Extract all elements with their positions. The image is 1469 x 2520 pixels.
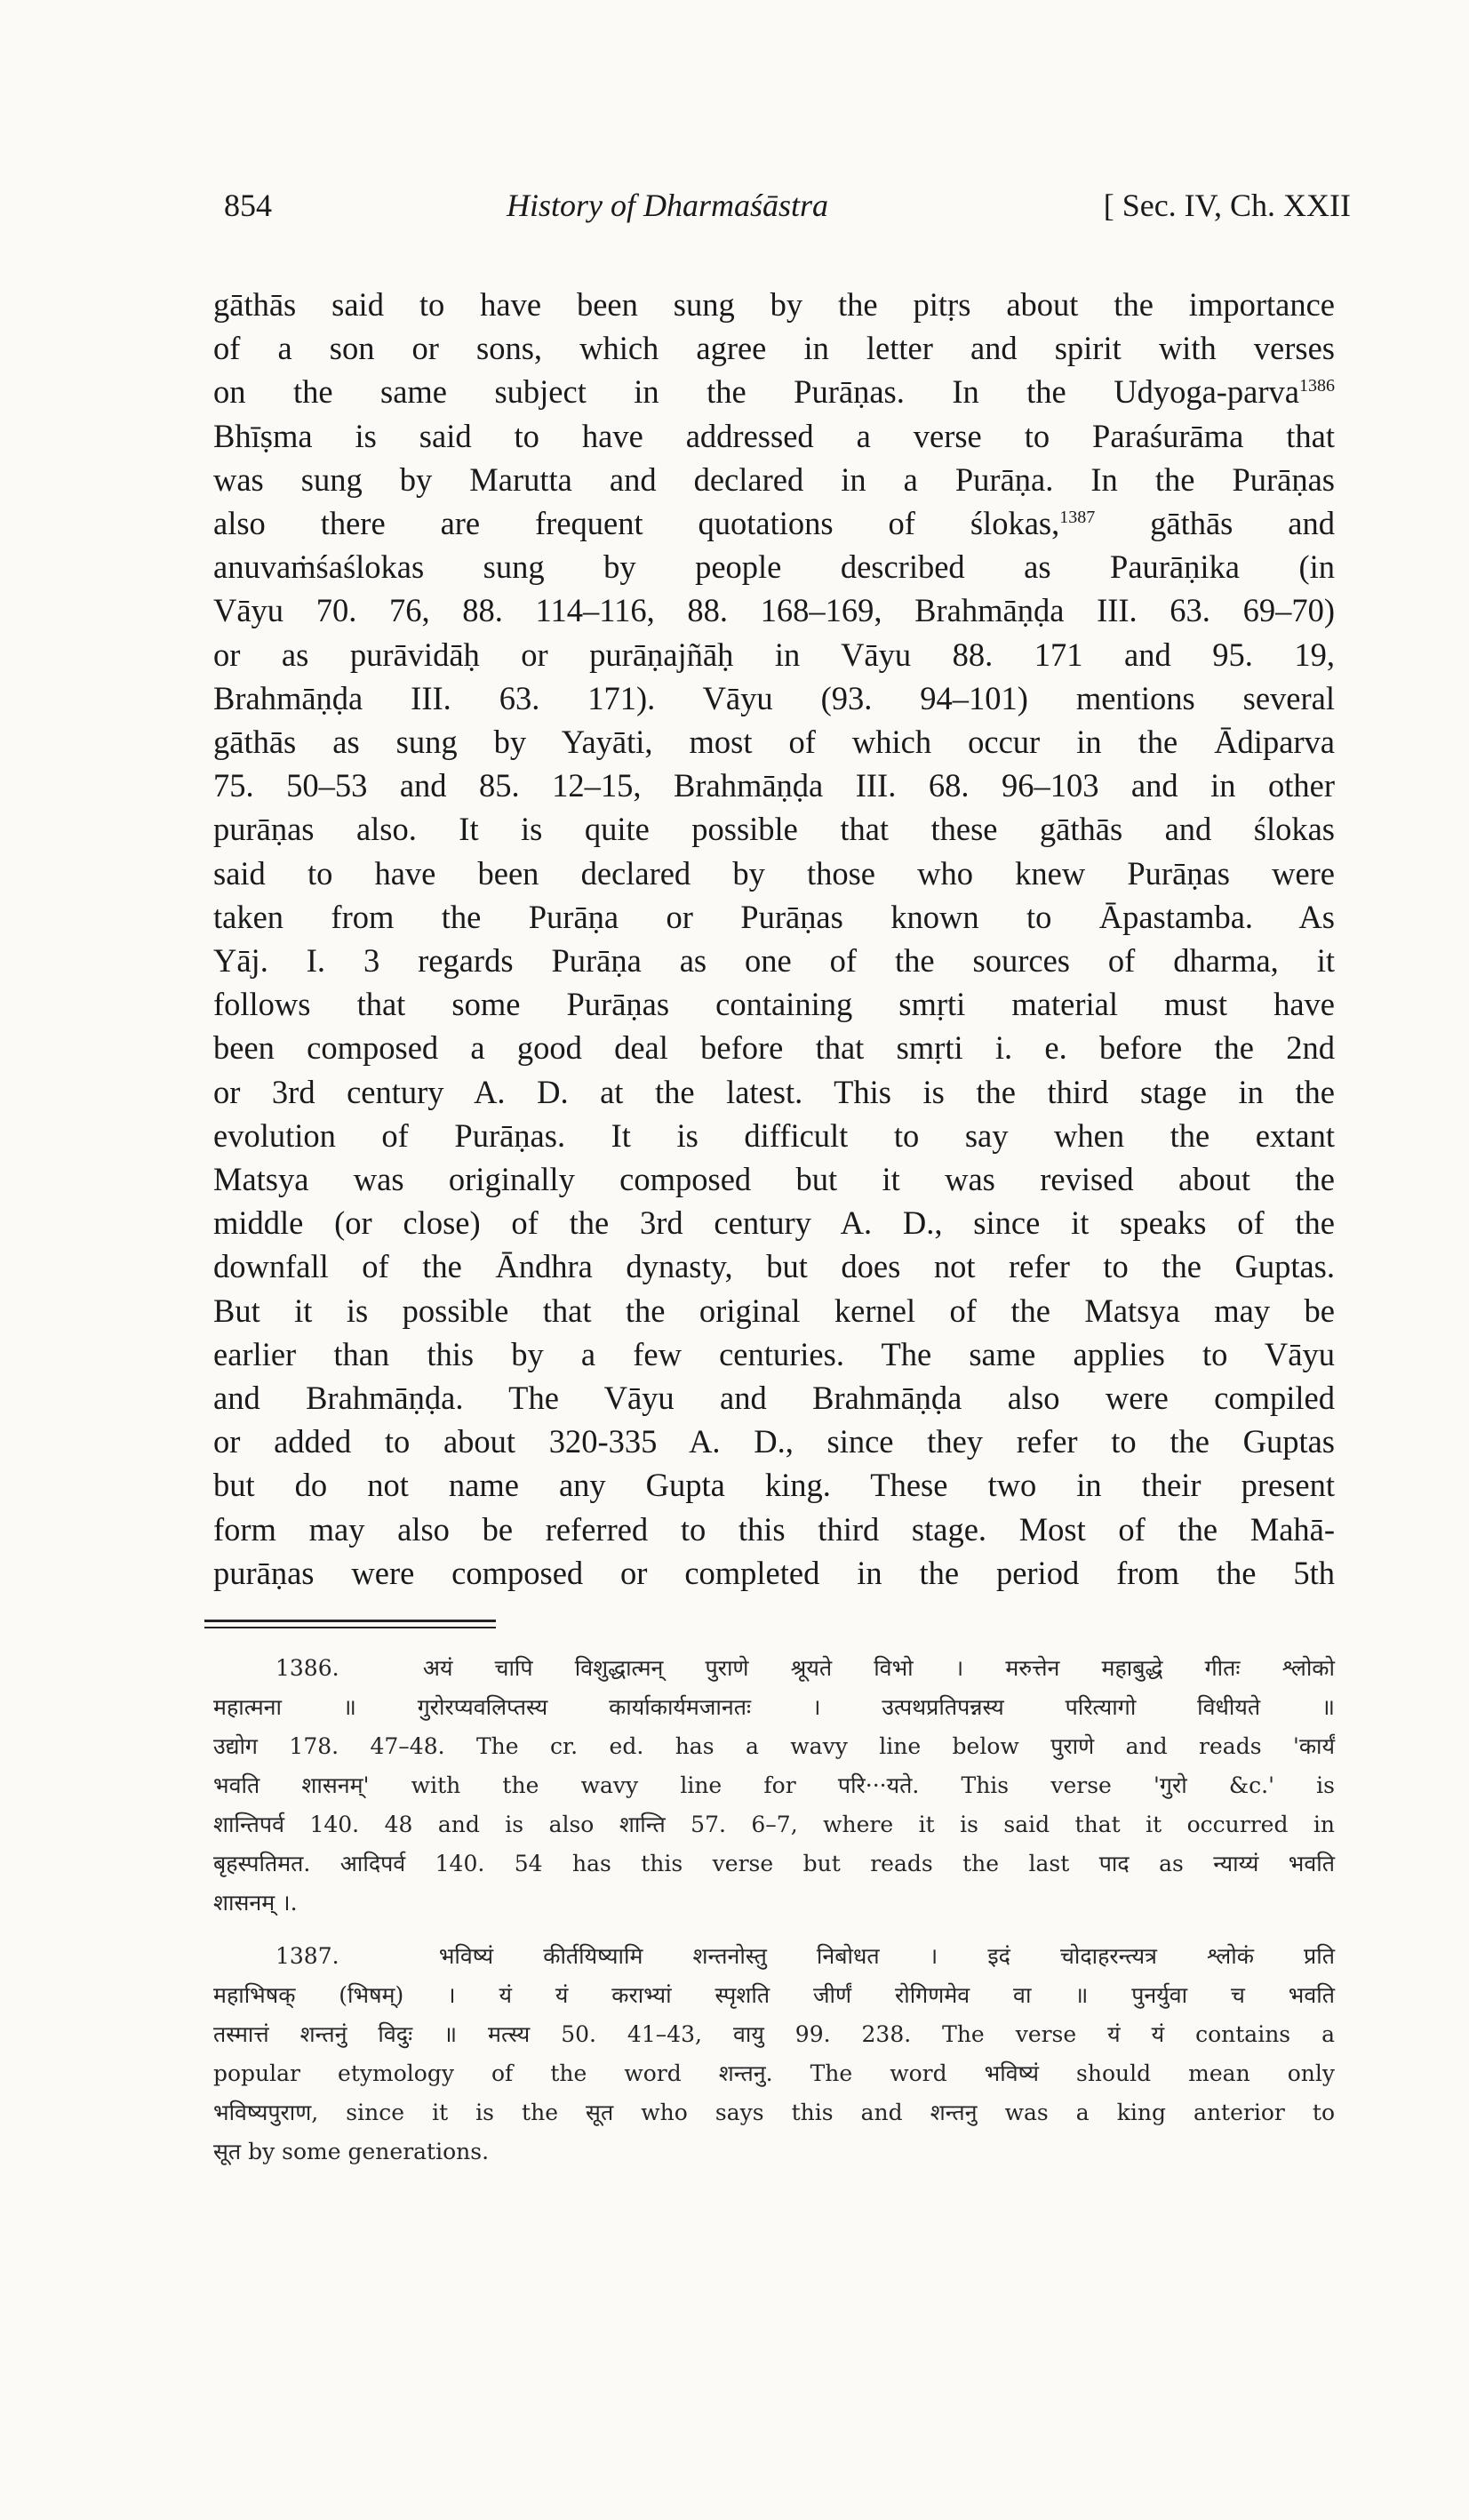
body-line: was sung by Marutta and declared in a Purāṇa. In the Purāṇas <box>213 460 1335 498</box>
body-line: anuvaṁśaślokas sung by people described as Paurāṇika (in <box>213 548 1335 586</box>
body-line: Bhīṣma is said to have addressed a verse to Paraśurāma that <box>213 417 1335 454</box>
body-line: but do not name any Gupta king. These two in their present <box>213 1467 1335 1504</box>
body-line: taken from the Purāṇa or Purāṇas known to Āpastamba. As <box>213 898 1335 935</box>
body-line: said to have been declared by those who knew Purāṇas were <box>213 854 1335 892</box>
body-line: But it is possible that the original kernel of the Matsya may be <box>213 1292 1335 1329</box>
body-line: or as purāvidāḥ or purāṇajñāḥ in Vāyu 88. 171 and 95. 19, <box>213 636 1335 673</box>
footnote-line: 1386. अयं चापि विशुद्धात्मन् पुराणे श्रूयते विभो । मरुत्तेन महाबुद्धे गीतः श्लोको <box>275 1655 1335 1681</box>
footnote-number: 1387. <box>275 1943 339 1969</box>
section-reference: [ Sec. IV, Ch. XXII <box>1103 188 1351 223</box>
body-line: Yāj. I. 3 regards Purāṇa as one of the sources of dharma, it <box>213 942 1335 980</box>
main-text <box>213 283 1335 1595</box>
body-line: evolution of Purāṇas. It is difficult to say when the extant <box>213 1116 1335 1154</box>
body-line: Brahmāṇḍa III. 63. 171). Vāyu (93. 94–101) mentions several <box>213 679 1335 716</box>
body-line: Matsya was originally composed but it was revised about the <box>213 1161 1335 1198</box>
body-line: earlier than this by a few centuries. The same applies to Vāyu <box>213 1335 1335 1372</box>
body-line: or added to about 320-335 A. D., since they refer to the Guptas <box>213 1423 1335 1460</box>
footnote-line: महात्मना ॥ गुरोरप्यवलिप्तस्य कार्याकार्यमजानतः । उत्पथप्रतिपन्नस्य परित्यागो विधीयते ॥ <box>213 1694 1335 1720</box>
body-line: gāthās as sung by Yayāti, most of which occur in the Ādiparva <box>213 724 1335 761</box>
footnote-1387 <box>213 1937 1335 2172</box>
footnote-line: बृहस्पतिमत. आदिपर्व 140. 54 has this verse but reads the last पाद as न्याय्यं भवति <box>213 1851 1335 1876</box>
body-line: gāthās said to have been sung by the pitṛs about the importance <box>213 286 1335 323</box>
body-line: or 3rd century A. D. at the latest. This is the third stage in the <box>213 1073 1335 1110</box>
body-line: form may also be referred to this third stage. Most of the Mahā- <box>213 1510 1335 1548</box>
footnote-line: शान्तिपर्व 140. 48 and is also शान्ति 57. 6–7, where it is said that it occurred in <box>213 1812 1335 1837</box>
body-line: middle (or close) of the 3rd century A. D., since it speaks of the <box>213 1204 1335 1242</box>
body-line: of a son or sons, which agree in letter and spirit with verses <box>213 330 1335 367</box>
footnote-line: तस्मात्तं शन्तनुं विदुः ॥ मत्स्य 50. 41–43, वायु 99. 238. The verse यं यं contains a <box>213 2021 1335 2047</box>
footnote-divider <box>204 1620 496 1622</box>
footnote-line: popular etymology of the word शन्तनु. The word भविष्यं should mean only <box>213 2060 1335 2086</box>
footnote-ref-1386[interactable]: 1386 <box>1299 376 1335 396</box>
body-line: on the same subject in the Purāṇas. In the Udyoga-parva$^{1386}$ <box>213 373 1335 411</box>
body-line: downfall of the Āndhra dynasty, but does not refer to the Guptas. <box>213 1248 1335 1285</box>
footnote-line: भविष्यपुराण, since it is the सूत who says this and शन्तनु was a king anterior to <box>213 2100 1335 2125</box>
footnote-line: सूत by some generations. <box>213 2139 490 2164</box>
footnote-number: 1386. <box>275 1655 339 1681</box>
body-line: follows that some Purāṇas containing smṛti material must have <box>213 986 1335 1023</box>
footnote-divider-thin <box>204 1627 496 1628</box>
body-line: and Brahmāṇḍa. The Vāyu and Brahmāṇḍa also were compiled <box>213 1380 1335 1417</box>
footnote-line: 1387. भविष्यं कीर्तयिष्यामि शन्तनोस्तु निबोधत । इदं चोदाहरन्त्यत्र श्लोकं प्रति <box>275 1943 1335 1969</box>
body-line: purāṇas were composed or completed in the period from the 5th <box>213 1554 1335 1591</box>
body-line: purāṇas also. It is quite possible that these gāthās and ślokas <box>213 811 1335 848</box>
body-line: Vāyu 70. 76, 88. 114–116, 88. 168–169, Brahmāṇḍa III. 63. 69–70) <box>213 592 1335 629</box>
footnote-1386 <box>213 1649 1335 1923</box>
footnote-line: महाभिषक् (भिषम्) । यं यं कराभ्यां स्पृशति जीर्णं रोगिणमेव वा ॥ पुनर्युवा च भवति <box>213 1982 1335 2008</box>
body-line: also there are frequent quotations of ślokas,$^{1387}$ gāthās and <box>213 505 1335 542</box>
page-number: 854 <box>224 188 272 223</box>
running-title: History of Dharmaśāstra <box>507 188 829 223</box>
footnote-ref-1387[interactable]: 1387 <box>1059 507 1096 527</box>
body-line: 75. 50–53 and 85. 12–15, Brahmāṇḍa III. 68. 96–103 and in other <box>213 767 1335 804</box>
footnote-line: उद्योग 178. 47–48. The cr. ed. has a wavy line below पुराणे and reads 'कार्यं <box>213 1733 1335 1759</box>
body-line: been composed a good deal before that smṛti i. e. before the 2nd <box>213 1029 1335 1067</box>
page-header <box>213 178 1351 231</box>
footnote-line: भवति शासनम्' with the wavy line for परि···यते. This verse 'गुरो &c.' is <box>213 1772 1335 1798</box>
footnotes <box>213 1649 1335 2186</box>
footnote-line: शासनम् ।. <box>213 1890 298 1916</box>
